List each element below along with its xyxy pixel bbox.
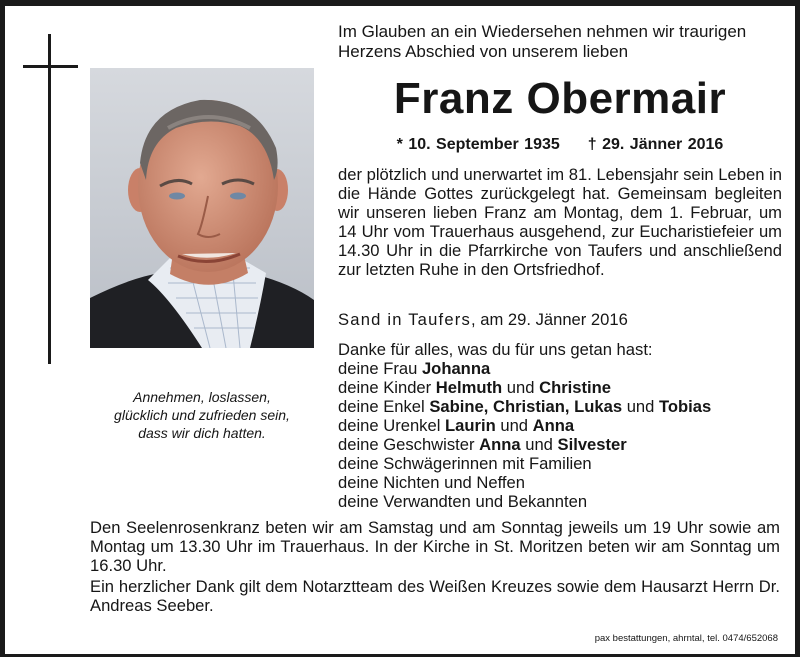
mourner-name: Tobias [659, 397, 712, 416]
intro-line: Im Glauben an ein Wiedersehen nehmen wir traurigen [338, 22, 747, 41]
mourner-conjunction: und [502, 378, 540, 397]
thanks-heading: Danke für alles, was du für uns getan hast: [338, 340, 653, 359]
cross-icon [48, 34, 51, 364]
mourner-label: deine Frau [338, 359, 422, 378]
mourner-line-grandchildren [338, 397, 782, 416]
mourner-name: Silvester [557, 435, 627, 454]
mourner-line-relatives: deine Verwandten und Bekannten [338, 492, 588, 511]
motto-line: glücklich und zufrieden sein, [114, 407, 290, 423]
portrait-photo [90, 68, 314, 348]
mourner-label: deine Geschwister [338, 435, 480, 454]
mourner-name: Anna [479, 435, 521, 454]
deceased-name: Franz Obermair [393, 74, 727, 123]
mourner-name: Anna [532, 416, 575, 435]
mourner-label: deine Kinder [338, 378, 436, 397]
funeral-home-footer: pax bestattungen, ahrntal, tel. 0474/652068 [594, 633, 778, 644]
mourner-conjunction: und [622, 397, 659, 416]
life-dates [338, 135, 782, 155]
portrait-image [90, 68, 314, 348]
mourner-line-wife [338, 359, 782, 378]
cross-icon-bar [23, 65, 78, 68]
birth-date: * 10. September 1935 [396, 136, 560, 153]
intro-text [338, 22, 782, 62]
motto-line: dass wir dich hatten. [138, 425, 266, 441]
mourner-name: Johanna [421, 359, 491, 378]
mourner-line-siblings [338, 435, 782, 454]
mourner-name: Helmuth [435, 378, 503, 397]
mourner-name: Laurin [445, 416, 496, 435]
mourner-line-children [338, 378, 782, 397]
rosary-text: Den Seelenrosenkranz beten wir am Samstag und am Sonntag jeweils um 19 Uhr sowie am Montag um 13.30 Uhr im Trauerhaus. In der Kirche in St. Moritzen beten wir am Sonntag um 16.30 Uhr. [90, 518, 780, 575]
death-date: † 29. Jänner 2016 [587, 136, 724, 153]
mourner-name: Sabine, Christian, Lukas [429, 397, 623, 416]
mourner-name: Christine [539, 378, 612, 397]
main-text: der plötzlich und unerwartet im 81. Lebensjahr sein Leben in die Hände Gottes zurückgelegt hat. Gemeinsam begleiten wir unseren lieben Franz am Montag, dem 1. Februar, um 14 Uhr vom Trauerhaus ausgehend, zur Eucharistiefeier um 14.30 Uhr in die Pfarrkirche von Taufers und anschließend zur letzten Ruhe in den Ortsfriedhof. [338, 165, 782, 279]
mourner-label: deine Enkel [338, 397, 430, 416]
mourner-line-in-laws: deine Schwägerinnen mit Familien [338, 454, 592, 473]
motto-quote [96, 388, 308, 442]
mourner-conjunction: und [495, 416, 533, 435]
mourner-line-great-grandchildren [338, 416, 782, 435]
mourner-conjunction: und [520, 435, 558, 454]
motto-line: Annehmen, loslassen, [133, 389, 271, 405]
mourners-list [338, 340, 782, 511]
mourner-line-nieces: deine Nichten und Neffen [338, 473, 525, 492]
place-date [338, 310, 782, 330]
intro-line: Herzens Abschied von unserem lieben [338, 42, 629, 61]
place-name: Sand in Taufers [338, 310, 472, 329]
gratitude-text: Ein herzlicher Dank gilt dem Notarztteam des Weißen Kreuzes sowie dem Hausarzt Herrn Dr. Andreas Seeber. [90, 577, 780, 615]
mourner-label: deine Urenkel [338, 416, 446, 435]
notice-date: , am 29. Jänner 2016 [471, 310, 628, 329]
